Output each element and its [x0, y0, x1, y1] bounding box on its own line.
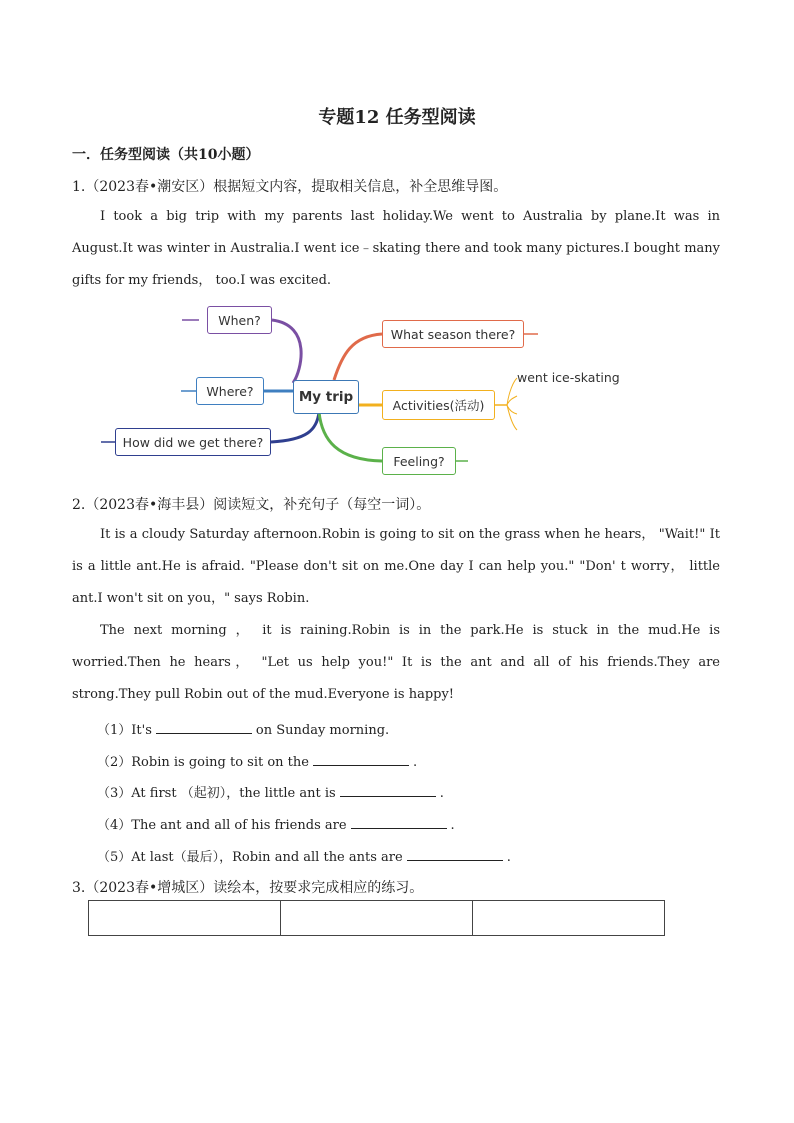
- question-2-passage: [72, 519, 720, 711]
- question-2-item-5: [97, 846, 511, 865]
- item-text: （4）The ant and all of his friends are: [97, 818, 347, 833]
- table-cell: [281, 901, 473, 936]
- section-heading: 一．任务型阅读（共10小题）: [72, 147, 260, 163]
- connector-feeling: [319, 412, 382, 461]
- table-row: [89, 901, 665, 936]
- question-2-label: 2.（2023春•海丰县）阅读短文，补充句子（每空一词）。: [72, 497, 431, 513]
- mind-map-node-feeling: Feeling?: [382, 447, 456, 475]
- mind-map-node-season: What season there?: [382, 320, 524, 348]
- item-text: （1）It's: [97, 723, 152, 738]
- item-text: on Sunday morning.: [255, 723, 390, 738]
- question-2-item-4: [97, 814, 455, 833]
- page-title: 专题12 任务型阅读: [318, 107, 476, 128]
- picture-book-table: [88, 900, 665, 936]
- mind-map-node-when: When?: [207, 306, 272, 334]
- item-text: （5）At last（最后），Robin and all the ants are: [97, 850, 403, 865]
- answer-blank[interactable]: [313, 753, 409, 766]
- question-1-label: 1.（2023春•潮安区）根据短文内容，提取相关信息，补全思维导图。: [72, 179, 508, 195]
- mind-map-center-node: My trip: [293, 380, 359, 414]
- question-2-item-2: [97, 751, 417, 770]
- answer-blank[interactable]: [156, 721, 252, 734]
- brace-activities-1: [507, 378, 517, 405]
- table-cell: [473, 901, 665, 936]
- question-2-paragraph-1: It is a cloudy Saturday afternoon.Robin is going to sit on the grass when he hears， "Wait!" It is a little ant.He is afraid. "Please don't sit on me.One day I can help you." "Don' t worry， little ant.I won't sit on you，" says Robin.: [72, 527, 720, 606]
- mind-map-activity-answer: went ice-skating: [517, 370, 620, 385]
- connector-season: [334, 334, 382, 380]
- question-2-item-3: [97, 782, 444, 801]
- question-2-item-1: [97, 719, 389, 738]
- table-cell: [89, 901, 281, 936]
- item-text: .: [439, 786, 444, 801]
- question-1-passage-text: I took a big trip with my parents last holiday.We went to Australia by plane.It was in August.It was winter in Australia.I went ice﹣skating there and took many pictures.I bought many gifts for my friends， too.I was excited.: [72, 209, 720, 288]
- answer-blank[interactable]: [340, 784, 436, 797]
- mind-map-node-where: Where?: [196, 377, 264, 405]
- item-text: （3）At first （起初），the little ant is: [97, 786, 336, 801]
- question-1-passage: [72, 201, 720, 297]
- item-text: （2）Robin is going to sit on the: [97, 755, 309, 770]
- question-3-label: 3.（2023春•增城区）读绘本，按要求完成相应的练习。: [72, 880, 424, 896]
- item-text: .: [412, 755, 418, 770]
- connector-how: [271, 412, 319, 442]
- mind-map-node-activities: Activities(活动): [382, 390, 495, 420]
- mind-map: [97, 300, 623, 482]
- answer-blank[interactable]: [351, 816, 447, 829]
- connector-when: [272, 320, 301, 383]
- question-2-paragraph-2: The next morning ， it is raining.Robin is in the park.He is stuck in the mud.He is worried.Then he hears， "Let us help you!" It is the ant and all of his friends.They are strong.They pull Robin out of the mud.Everyone is happy!: [72, 623, 720, 702]
- item-text: .: [506, 850, 511, 865]
- item-text: .: [450, 818, 455, 833]
- answer-blank[interactable]: [407, 848, 503, 861]
- mind-map-node-how: How did we get there?: [115, 428, 271, 456]
